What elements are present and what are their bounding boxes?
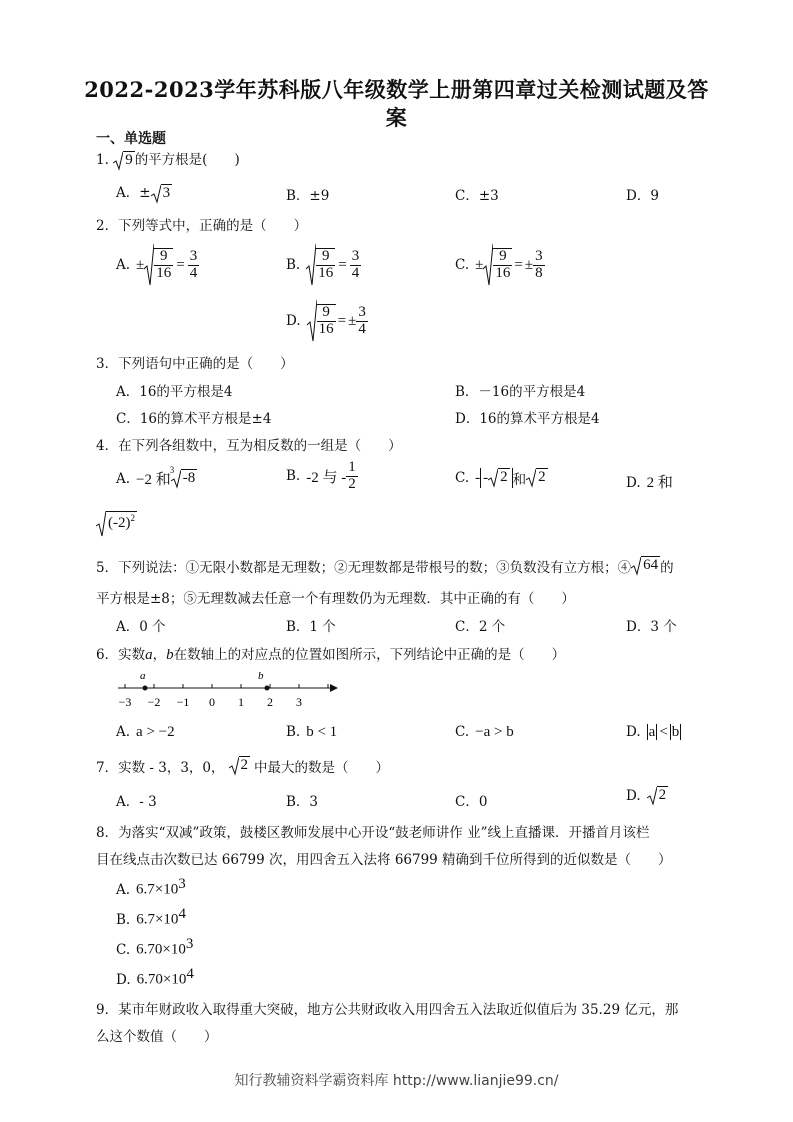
point-b-label: b — [258, 670, 264, 682]
radical-sign-icon — [647, 786, 657, 806]
page-title: 2022-2023学年苏科版八年级数学上册第四章过关检测试题及答 — [84, 77, 709, 102]
q7-option-d[interactable]: D. 2 — [626, 787, 667, 804]
q4-option-c[interactable]: C. - - 2 和 2 — [455, 469, 546, 488]
question-number: 1. — [96, 152, 109, 168]
page-title-continued: 案 — [385, 105, 408, 130]
sqrt-3: 3 — [151, 184, 173, 204]
q1-option-a[interactable]: A．± 3 — [116, 181, 172, 204]
axis-tick-label: −1 — [176, 695, 190, 709]
point-a-label: a — [140, 670, 146, 682]
point-b — [265, 686, 270, 691]
q3-option-b[interactable]: B．－16的平方根是4 — [455, 384, 586, 400]
radical-sign-icon — [144, 243, 154, 287]
q4-option-d-continued: $(-2)^2$ — [96, 510, 137, 538]
q5-option-b[interactable]: B．1 个 — [286, 619, 336, 635]
question-3-stem: 3．下列语句中正确的是（ ） — [96, 356, 294, 372]
q6-option-b[interactable]: B. b < 1 — [286, 724, 338, 740]
radical-sign-icon — [488, 468, 498, 488]
radical-sign-icon — [229, 756, 239, 776]
q8-option-d[interactable]: D. $6.70\times 10^4$ — [116, 966, 194, 988]
q1-option-b[interactable]: B．±9 — [286, 188, 330, 204]
q4-option-a[interactable]: A. −2 和 3 -8 — [116, 464, 196, 488]
question-8-stem-line2: 目在线点击次数已达 66799 次，用四舍五入法将 66799 精确到千位所得到的近似数是（ ） — [96, 852, 672, 868]
question-5-stem-line2: 平方根是±8；⑤无理数减去任意一个有理数仍为无理数．其中正确的有（ ） — [96, 591, 575, 607]
axis-tick-label: 0 — [209, 695, 215, 709]
question-2-stem: 2．下列等式中，正确的是（ ） — [96, 218, 308, 234]
q3-option-a[interactable]: A．16的平方根是4 — [116, 384, 233, 400]
q5-option-d[interactable]: D．3 个 — [626, 619, 677, 635]
q7-option-b[interactable]: B．3 — [286, 794, 319, 810]
q4-option-b[interactable]: B. -2 与 - $\frac{1}{2}$ — [286, 459, 356, 492]
q6-option-d[interactable]: D. a < b — [626, 724, 680, 740]
q5-option-c[interactable]: C．2 个 — [455, 619, 506, 635]
number-line — [112, 668, 342, 712]
question-4-stem: 4．在下列各组数中，互为相反数的一组是（ ） — [96, 438, 402, 454]
question-9-stem: 9．某市年财政收入取得重大突破，地方公共财政收入用四舍五入法取近似值后为 35.29 亿元，那 — [96, 1002, 679, 1018]
sqrt-9: 9 — [113, 151, 135, 171]
footer-watermark[interactable]: 知行教辅资料学霸资料库 http://www.lianjie99.cn/ — [234, 1073, 559, 1089]
radical-sign-icon — [96, 510, 106, 538]
axis-tick-label: 2 — [267, 695, 273, 709]
section-heading: 一、单选题 — [96, 131, 166, 147]
q8-option-b[interactable]: B. $6.7\times 10^4$ — [116, 906, 186, 928]
q3-option-c[interactable]: C．16的算术平方根是±4 — [116, 411, 272, 427]
question-1-stem: 1. 9 的平方根是( ) — [96, 148, 240, 171]
sqrt-fraction: $\frac{9}{16}$ — [144, 243, 173, 287]
q4-option-d[interactable]: D. 2 和 — [626, 475, 673, 491]
q5-option-a[interactable]: A．0 个 — [116, 619, 166, 635]
axis-tick-label: 1 — [238, 695, 244, 709]
q6-option-c[interactable]: C. −a > b — [455, 724, 514, 740]
radical-sign-icon — [526, 468, 536, 488]
radical-sign-icon — [306, 243, 316, 287]
q3-option-d[interactable]: D．16的算术平方根是4 — [455, 411, 600, 427]
question-6-stem: 6．实数a，b在数轴上的对应点的位置如图所示，下列结论中正确的是（ ） — [96, 647, 566, 663]
radical-sign-icon — [151, 184, 161, 204]
q2-option-a[interactable]: A. ± $\frac{9}{16}$ = $\frac{3}{4}$ — [116, 242, 199, 288]
q8-option-c[interactable]: C. $6.70\times 10^3$ — [116, 936, 194, 958]
q2-option-c[interactable]: C. ± $\frac{9}{16}$ = ± $\frac{3}{8}$ — [455, 242, 545, 288]
radical-sign-icon — [113, 151, 123, 171]
radical-sign-icon — [307, 299, 317, 343]
q7-option-a[interactable]: A．- 3 — [116, 794, 157, 810]
axis-tick-label: −3 — [118, 695, 132, 709]
point-a — [143, 686, 148, 691]
radical-sign-icon — [483, 243, 493, 287]
q8-option-a[interactable]: A. $6.7\times 10^3$ — [116, 876, 186, 898]
q1-option-d[interactable]: D．9 — [626, 188, 659, 204]
arrow-right-icon — [330, 684, 338, 692]
axis-tick-label: −2 — [147, 695, 161, 709]
q6-option-a[interactable]: A. a > −2 — [116, 724, 175, 740]
q7-option-c[interactable]: C．0 — [455, 794, 488, 810]
question-7-stem: 7．实数 - 3，3，0， 2 中最大的数是（ ） — [96, 757, 390, 776]
question-9-stem-line2: 么这个数值（ ） — [96, 1029, 218, 1045]
q2-option-d[interactable]: D. $\frac{9}{16}$ = ± $\frac{3}{4}$ — [286, 298, 368, 344]
q2-option-b[interactable]: B. $\frac{9}{16}$ = $\frac{3}{4}$ — [286, 242, 361, 288]
q1-option-c[interactable]: C．±3 — [455, 188, 499, 204]
question-5-stem: 5．下列说法：①无限小数都是无理数；②无理数都是带根号的数；③负数没有立方根；④ 64 的 — [96, 557, 674, 576]
radical-sign-icon — [631, 556, 641, 576]
question-8-stem: 8．为落实“双减”政策，鼓楼区教师发展中心开设“鼓老师讲作 业”线上直播课．开播首月该栏 — [96, 825, 650, 841]
axis-tick-label: 3 — [296, 695, 302, 709]
